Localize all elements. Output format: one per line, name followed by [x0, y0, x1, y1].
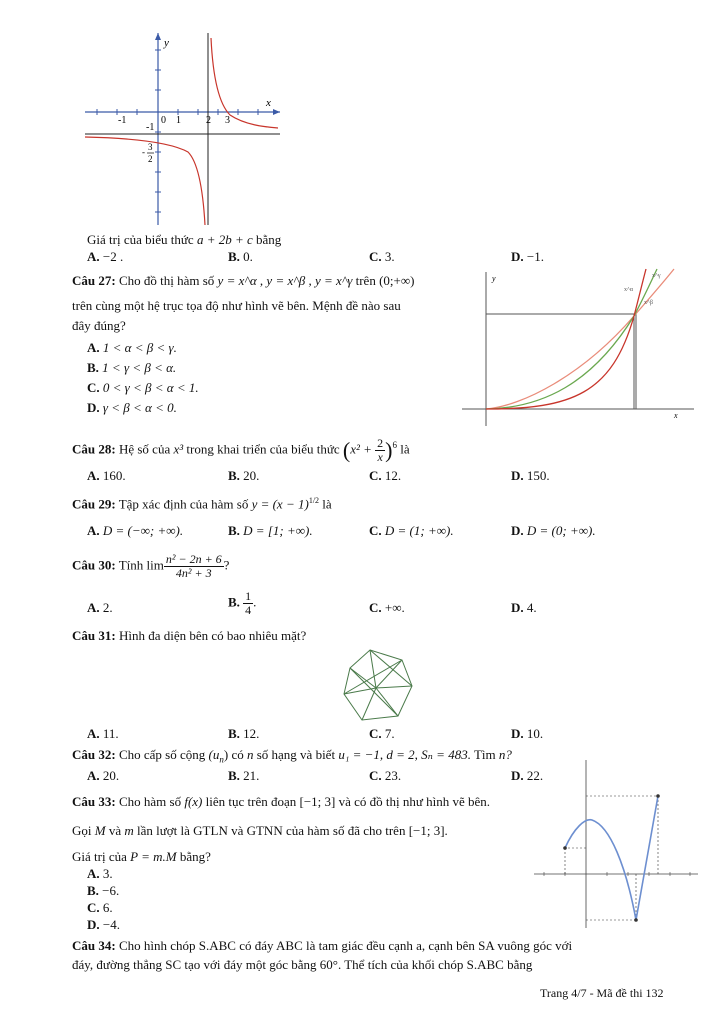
q28-option-c[interactable]: C. 12.: [369, 468, 402, 483]
q32-option-c[interactable]: C. 23.: [369, 768, 402, 783]
fig2-curve-label: x^α: [624, 287, 633, 293]
q30-option-a[interactable]: A. 2.: [87, 600, 113, 615]
fig2-curve-label: x^γ: [652, 273, 661, 279]
fig1-tick: 3: [148, 142, 153, 152]
q27-line1: Câu 27: Cho đồ thị hàm số y = x^α , y = x^β , y = x^γ trên (0;+∞): [72, 273, 415, 288]
q26-option-a[interactable]: A. −2 .: [87, 249, 124, 264]
q32-option-a[interactable]: A. 20.: [87, 768, 120, 783]
q26-option-c[interactable]: C. 3.: [369, 249, 395, 264]
q30-option-b[interactable]: B. $\frac{1}{4}$ .: [228, 589, 257, 617]
polyhedron-figure: [340, 646, 416, 724]
q32-option-d[interactable]: D. 22.: [511, 768, 544, 783]
q28-option-d[interactable]: D. 150.: [511, 468, 550, 483]
fig1-y-label: y: [164, 37, 169, 49]
function-graph: [530, 756, 702, 934]
q28-stem: Câu 28: Hệ số của x³ trong khai triển của biểu thức (x² + $\frac{2}{x}$ )$^6$ là: [72, 436, 410, 464]
q28-option-a[interactable]: A. 160.: [87, 468, 126, 483]
q28-option-b[interactable]: B. 20.: [228, 468, 260, 483]
fig1-tick: -1: [146, 122, 155, 133]
fig1-x-label: x: [266, 97, 271, 109]
q32-stem: Câu 32: Cho cấp số cộng $(u_n)$ có n số hạng và biết u₁ = −1, d = 2, Sₙ = 483. Tìm n?: [72, 747, 512, 765]
q32-option-b[interactable]: B. 21.: [228, 768, 260, 783]
q27-option-d[interactable]: D. γ < β < α < 0.: [87, 400, 177, 415]
fig1-tick: -: [142, 147, 145, 157]
hyperbola-graph: [80, 30, 285, 230]
q29-option-a[interactable]: A. D = (−∞; +∞).: [87, 523, 184, 538]
q26-option-b[interactable]: B. 0.: [228, 249, 253, 264]
fig1-tick: 2: [148, 154, 153, 164]
q33-option-b[interactable]: B. −6.: [87, 883, 120, 898]
q29-option-d[interactable]: D. D = (0; +∞).: [511, 523, 596, 538]
q33-option-a[interactable]: A. 3.: [87, 866, 113, 881]
q29-stem: Câu 29: Tập xác định của hàm số $y = (x - 1)^{1/2}$ là: [72, 496, 332, 512]
fig1-tick: 3: [225, 115, 230, 126]
q33-option-d[interactable]: D. −4.: [87, 917, 120, 932]
q26-option-d[interactable]: D. −1.: [511, 249, 544, 264]
q33-option-c[interactable]: C. 6.: [87, 900, 113, 915]
fig1-tick: -1: [118, 115, 127, 126]
q30-option-c[interactable]: C. +∞.: [369, 600, 405, 615]
q29-option-b[interactable]: B. D = [1; +∞).: [228, 523, 313, 538]
q31-stem: Câu 31: Hình đa diện bên có bao nhiêu mặt?: [72, 628, 307, 643]
q31-option-d[interactable]: D. 10.: [511, 726, 544, 741]
q31-option-a[interactable]: A. 11.: [87, 726, 119, 741]
q26-prompt: Giá trị của biểu thức a + 2b + c bằng: [87, 232, 282, 247]
fig1-tick: 0: [161, 115, 166, 126]
q34-line1: Câu 34: Cho hình chóp S.ABC có đáy ABC là tam giác đều cạnh a, cạnh bên SA vuông góc với: [72, 938, 573, 953]
fig1-tick: 1: [176, 115, 181, 126]
q30-option-d[interactable]: D. 4.: [511, 600, 537, 615]
q31-option-b[interactable]: B. 12.: [228, 726, 260, 741]
q27-line2: trên cùng một hệ trục tọa độ như hình vẽ bên. Mệnh đề nào sau: [72, 298, 401, 313]
q27-option-b[interactable]: B. 1 < γ < β < α.: [87, 360, 177, 375]
fig2-y-label: y: [492, 274, 496, 283]
page-footer: Trang 4/7 - Mã đề thi 132: [540, 986, 664, 1000]
power-functions-graph: [462, 266, 694, 426]
q33-line3: Giá trị của P = m.M bằng?: [72, 849, 211, 864]
q33-line1: Câu 33: Cho hàm số f(x) liên tục trên đoạn [−1; 3] và có đồ thị như hình vẽ bên.: [72, 794, 491, 809]
q31-option-c[interactable]: C. 7.: [369, 726, 395, 741]
fig2-x-label: x: [674, 411, 678, 420]
q29-option-c[interactable]: C. D = (1; +∞).: [369, 523, 454, 538]
q33-line2: Gọi M và m lần lượt là GTLN và GTNN của hàm số đã cho trên [−1; 3].: [72, 823, 448, 838]
fig1-tick: 2: [206, 115, 211, 126]
q34-line2: đáy, đường thẳng SC tạo với đáy một góc bằng 60°. Thể tích của khối chóp S.ABC bằng: [72, 957, 533, 972]
fig2-curve-label: x^β: [644, 300, 653, 306]
q30-stem: Câu 30: Tính lim $\frac{\text{n² − 2n + 6}}{\text{4n² + 3}}$ ?: [72, 552, 230, 580]
q27-option-c[interactable]: C. 0 < γ < β < α < 1.: [87, 380, 199, 395]
q27-option-a[interactable]: A. 1 < α < β < γ.: [87, 340, 177, 355]
q27-line3: đây đúng?: [72, 318, 126, 333]
